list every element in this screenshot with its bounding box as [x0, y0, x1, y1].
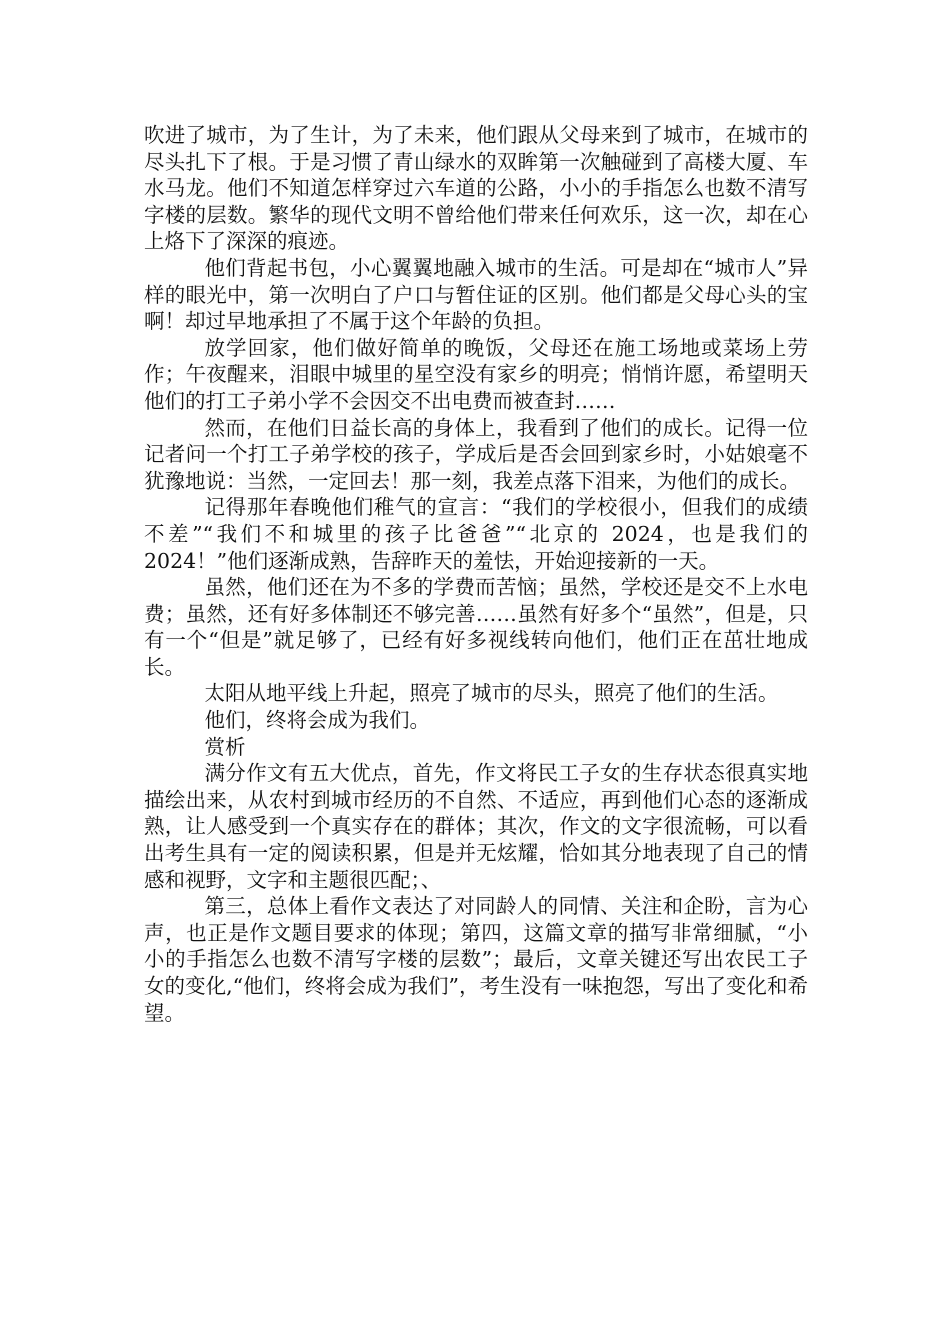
paragraph-8: 他们，终将会成为我们。: [204, 708, 430, 733]
analysis-paragraph-2: 第三，总体上看作文表达了对同龄人的同情、关注和企盼，言为心声，也正是作文题目要求的体现；第四，这篇文章的描写非常细腻，“小小的手指怎么也数不清写字楼的层数”；最后，文章关键还写出农民工子女的变化,“他们，终将会成为我们”，考生没有一味抱怨，写出了变化和希望。: [144, 894, 808, 1025]
paragraph-4: 然而，在他们日益长高的身体上，我看到了他们的成长。记得一位记者问一个打工子弟学校的孩子，学成后是否会回到家乡时，小姑娘毫不犹豫地说：当然，一定回去！那一刻，我差点落下泪来，为他们的成长。: [144, 415, 808, 493]
paragraph-2: 他们背起书包，小心翼翼地融入城市的生活。可是却在“城市人”异样的眼光中，第一次明白了户口与暂住证的区别。他们都是父母心头的宝啊！却过早地承担了不属于这个年龄的负担。: [144, 255, 808, 334]
paragraph-1-continued: 吹进了城市，为了生计，为了未来，他们跟从父母来到了城市，在城市的尽头扎下了根。于是习惯了青山绿水的双眸第一次触碰到了高楼大厦、车水马龙。他们不知道怎样穿过六车道的公路，小小的手指怎么也数不清写字楼的层数。繁华的现代文明不曾给他们带来任何欢乐，这一次，却在心上烙下了深深的痕迹。: [144, 123, 808, 254]
paragraph-6: 虽然，他们还在为不多的学费而苦恼；虽然，学校还是交不上水电费；虽然，还有好多体制还不够完善……虽然有好多个“虽然”，但是，只有一个“但是”就足够了，已经有好多视线转向他们，他们正在茁壮地成长。: [144, 575, 808, 679]
paragraph-3: 放学回家，他们做好简单的晚饭，父母还在施工场地或菜场上劳作；午夜醒来，泪眼中城里的星空没有家乡的明亮；悄悄许愿，希望明天他们的打工子弟小学不会因交不出电费而被查封……: [144, 335, 808, 413]
analysis-paragraph-1: 满分作文有五大优点，首先，作文将民工子女的生存状态很真实地描绘出来，从农村到城市经历的不自然、不适应，再到他们心态的逐渐成熟，让人感受到一个真实存在的群体；其次，作文的文字很流畅，可以看出考生具有一定的阅读积累，但是并无炫耀，恰如其分地表现了自己的情感和视野，文字和主题很匹配；、: [144, 761, 808, 892]
section-heading-analysis: 赏析: [204, 734, 246, 759]
paragraph-7: 太阳从地平线上升起，照亮了城市的尽头，照亮了他们的生活。: [204, 681, 779, 706]
essay-body: [144, 122, 808, 1026]
paragraph-5: 记得那年春晚他们稚气的宣言：“我们的学校很小，但我们的成绩不差”“我们不和城里的孩子比爸爸”“北京的 2024，也是我们的 2024！”他们逐渐成熟，告辞昨天的羞怯，开始迎接新的一天。: [144, 495, 808, 573]
